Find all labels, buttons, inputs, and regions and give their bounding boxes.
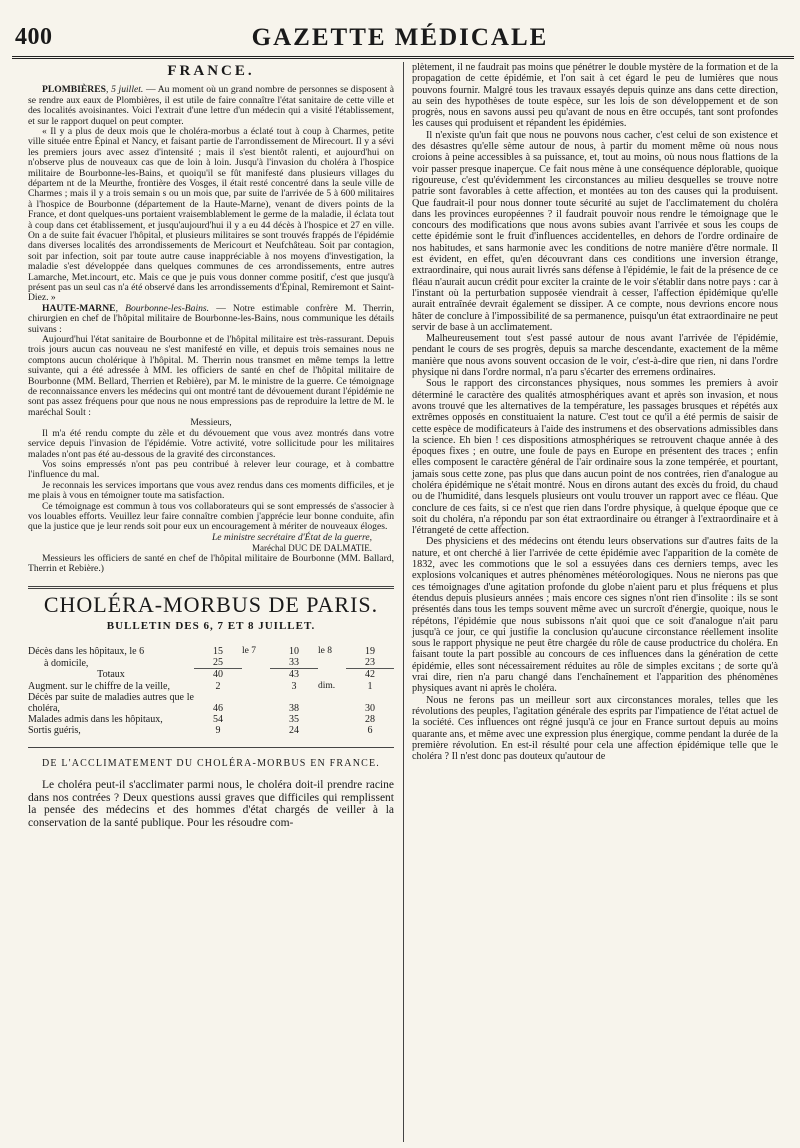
cell-value: 28 (365, 714, 375, 726)
cell-unit: dim. (318, 680, 336, 691)
cell-unit: le 8 (318, 645, 332, 656)
article-paragraph: Sous le rapport des circonstances physiques, nous sommes les premiers à avoir déterminé le caractère des qualités atmosphériques avant et après son invasion, et nous avons trouvé que les alternatives de la température, les passages brusques et répétés aux extrêmes opposés en constituaient la nature. C'est tout ce qu'il a été permis de saisir de cette espèce de modificateurs à l'aide des instrumens et des observations admissibles dans la science. Eh bien ! ces dispositions atmosphériques se retrouvent chaque année à des époques fixes ; en outre, une foule de pays en Europe en présentent des traces ; enfin elles composent le caractère général de l'air ordinaire sous la zone tempérée, et pourtant, jamais sous cette zone, pas plus que dans aucun point de nos contrées, rien d'analogue au choléra épidémique ne s'était montré. Nous en dirons autant des excès du froid, du chaud ou de l'humidité, dans lesquels plusieurs ont voulu trouver un rapport avec ce fléau. Que conclure de ces faits, si ce n'est que rien dans l'ordre physique, à quelque époque que ce soit du choléra, n'a répondu par son état extraordinaire ou étranger à l'extraordinaire et à l'étrangeté de cette affection. (412, 378, 778, 537)
right-column (412, 62, 778, 762)
article-paragraph: plètement, il ne faudrait pas moins que pénétrer le double mystère de la formation et de la propagation de cette épidémie, et l'on sait à cet égard le peu de lumières que nous pouvons fournir. Malgré tous les travaux essayés depuis quinze ans dans cette direction, au sein des hypothèses de toute espèce, sur les lois de son développement et de son progrès, nous en savons aussi peu qu'avant de nous en être occupés, tant sont profondes les causes qui produisent et répandent les épidémies. (412, 62, 778, 130)
cell-value: 43 (289, 669, 299, 681)
row-label: Décès par suite de maladies autres que le choléra, (28, 691, 194, 714)
paragraph-bourbonne: Aujourd'hui l'état sanitaire de Bourbonne et de l'hôpital militaire est très-rassurant. Depuis trois jours aucun cas nouveau ne s'est manifesté en ville, et depuis trois semaines nous ne comptons aucun cholérique à l'hôpital. M. Therrin nous transmet en même temps la lettre suivante, qui a été adressée à MM. les officiers de santé en chef de l'hôpital militaire de Bourbonne (MM. Bellard, Therrien et Rebière), par M. le ministre de la guerre. Ce témoignage de reconnaissance envers les médecins qui ont montré tant de dévouement durant l'épidémie ne sont pas assez fréquens pour que nous ne nous empressions pas de reproduire la lettre de M. le maréchal Soult : (28, 334, 394, 418)
place-name: PLOMBIÈRES (42, 84, 106, 96)
salutation: Messieurs, (190, 417, 232, 429)
signature-name: Maréchal DUC DE DALMATIE. (252, 543, 372, 554)
header-rule (12, 56, 794, 59)
article-paragraph: Nous ne ferons pas un meilleur sort aux circonstances morales, telles que les révolutions des peuples, l'agitation générale des esprits par l'impatience de l'état actuel de la société. Ces influences ont régné jusqu'à ce jour en France surtout depuis au moins quarante ans, et même avec une expression plus énergique, comme pendant la durée de la première révolution. En est-il résulté pour cela une affection épidémique telle que le choléra ? Il n'est donc pas douteux qu'autour de (412, 694, 778, 763)
table-row (28, 714, 394, 725)
table-row (28, 669, 394, 681)
paragraph-letter-quote: « Il y a plus de deux mois que le choléra-morbus a éclaté tout à coup à Charmes, petite ville située entre Épinal et Nancy, et faisant partie de l'arrondissement de Mirecourt. Il y a sévi les premiers jours avec assez d'intensité ; mais il s'est bientôt ralenti, et aujourd'hui on n'observe plus de nouveaux cas que de loin à loin. Jusqu'à l'invasion du choléra à l'hospice militaire de Bourbonne-les-Bains, et quoiqu'il se fût manifesté dans plusieurs villages du départem nt de la Meurthe, frontière des Vosges, il était resté concentré dans la seule ville de Charmes ; mais il y a trois semain s ou un mois que, par suite de l'arrivée de 5 à 600 militaires à l'hospice de Bourbonne (département de la Haute-Marne), venant de divers points de la France, et dont quelques-uns portaient vraisemblablement le germe de la maladie, il éclata tout à coup dans cet établissement, et jusqu'aujourd'hui il y a eu 44 décès à l'hospice et 27 en ville. On a de suite fait évacuer l'hôpital, et plusieurs militaires se sont trouvés frappés de l'épidémie dans diverses localités des arrondissements de Mericourt et Neufchâteau. Soit par contagion, soit par infection, soit par toute autre cause inappréciable à nos moyens d'investigation, la maladie s'est développée dans quelques communes de ces arrondissements, entre autres Lamarche, Met.incourt, etc. Mais ce que je puis vous donner comme positif, c'est que jusqu'à présent pas un seul cas n'a été observé dans les arrondissements d'Épinal, Remiremont et Saint-Diez. » (28, 125, 394, 304)
place-name: HAUTE-MARNE (42, 302, 116, 314)
cell-value: 54 (213, 714, 223, 726)
section-rule (28, 747, 394, 748)
column-divider (403, 62, 404, 1142)
cell-value: 10 (289, 645, 299, 657)
paragraph-haute-marne (28, 304, 394, 335)
letter-paragraph: Je reconnais les services importans que vous avez rendus dans ces moments difficiles, et je me plais à vous en témoigner toute ma satisfaction. (28, 479, 394, 502)
cell-value: 24 (289, 725, 299, 737)
article-paragraph: Malheureusement tout s'est passé autour de nous avant l'arrivée de l'épidémie, pendant le cours de ses progrès, depuis sa marche descendante, exactement de la même manière que nous avons souvent occasion de le voir, c'est-à-dire que rien, ni dans l'ordre physique ni dans l'ordre normal, n'a paru s'écarter des erremens ordinaires. (412, 333, 778, 379)
page-number: 400 (15, 24, 53, 50)
table-row (28, 646, 394, 657)
cell-unit: le 7 (242, 645, 256, 656)
article-paragraph: Il n'existe qu'un fait que nous ne pouvons nous cacher, c'est celui de son existence et des désastres qu'elle sème autour de nous, à partir du moment même où nous nous croions à peine accessibles à sa puissance, et, tout au moins, où nous nous flattions de la voir passer presque inaperçue. Ce fait nous mène à une conséquence déplorable, quoique rigoureuse, c'est qu'évidemment les circonstances au milieu desquelles se trouve notre patrie sont favorables à cette affection, et montées au ton des causes qui la produisent. Que faudrait-il pour nous donner toute sécurité au sujet de l'acclimatement du choléra dans les provinces européennes ? il faudrait pouvoir nous rendre le témoignage que le concours des modifications que nous avons subies avant l'arrivée et sous les coups de cette épidémie sont le fruit d'influences accidentelles, en dehors de l'ordre ordinaire de nos habitudes, et sans harmonie avec les conditions de notre manière d'être normale. Il est évident, en effet, qu'en découvrant dans ces conditions une inversion étrange, extraordinaire, qui nous aurait livrés sans défense à l'épidémie, le fait de la présence de ce fléau n'aurait aucun crédit pour exciter la crainte de le voir s'établir dans notre pays : car à l'instant où la perturbation supposée viendrait à cesser, l'affection épidémique qu'elle aurait entraînée devrait également se dissiper. A ce compte, nous devrions encore nous hâter de conclure à l'impossibilité de sa permanence, puisqu'un état extraordinaire ne peut servir de base à un acclimatement. (412, 129, 779, 333)
cell-value: 33 (270, 657, 318, 669)
address-line: Messieurs les officiers de santé en chef de l'hôpital militaire de Bourbonne (MM. Ballard, Therrin et Rebière.) (28, 552, 394, 574)
acclimatement-paragraph: Le choléra peut-il s'acclimater parmi nous, le choléra doit-il prendre racine dans nos contrées ? Deux questions aussi graves que difficiles qui remplissent la pensée des médecins et des hommes d'état chargés de veiller à la conservation de la santé publique. Pour les résoudre com- (28, 778, 394, 829)
journal-title: GAZETTE MÉDICALE (251, 24, 549, 51)
cell-value: 35 (289, 714, 299, 726)
section-title-france: FRANCE. (167, 63, 255, 79)
page-header (0, 0, 800, 58)
letter-paragraph: Ce témoignage est commun à tous vos collaborateurs qui se sont empressés de s'associer à vos louables efforts. Veuillez leur faire connaître combien j'apprécie leur bonne conduite, afin que la justice que je leur rends soit pour eux un encouragement à mériter de nouveaux éloges. (28, 500, 394, 533)
table-row (28, 657, 394, 669)
cell-value: 23 (346, 657, 394, 669)
paragraph-text: — Notre estimable confrère M. Therrin, chirurgien en chef de l'hôpital militaire de Bourbonne-les-Bains, nous communique les détails suivans : (28, 302, 394, 335)
cell-value: 1 (367, 680, 373, 692)
cell-value: 15 (213, 645, 223, 657)
left-column (28, 62, 394, 829)
cell-value: 46 (213, 703, 223, 714)
acclimatement-title: DE L'ACCLIMATEMENT DU CHOLÉRA-MORBUS EN FRANCE. (41, 757, 381, 769)
table-row (28, 681, 394, 692)
place-sub: , Bourbonne-les-Bains. (115, 302, 210, 314)
cell-value: 25 (194, 657, 242, 669)
row-label: Malades admis dans les hôpitaux, (28, 714, 163, 726)
cholera-title: CHOLÉRA-MORBUS DE PARIS. (43, 592, 379, 618)
row-label: Totaux (97, 669, 125, 681)
cell-value: 19 (365, 645, 375, 657)
table-row (28, 725, 394, 736)
signature-title: Le ministre secrétaire d'État de la guerre, (211, 531, 372, 543)
bulletin-table (28, 646, 394, 737)
cell-value: 3 (291, 680, 297, 692)
cell-value: 2 (215, 680, 221, 692)
bulletin-title: BULLETIN DES 6, 7 ET 8 JUILLET. (106, 619, 316, 632)
cell-value: 40 (213, 669, 223, 681)
row-label: Sortis guéris, (28, 725, 81, 737)
paragraph-text: — Au moment où un grand nombre de personnes se disposent à se rendre aux eaux de Plombières, il est utile de faire connaître l'état sanitaire de cette ville et des localités avoisinantes. Voici l'extrait d'une lettre d'un médecin qui a visité l'établissement, et sur le rapport duquel on peut compter. (28, 84, 394, 127)
section-rule (28, 586, 394, 589)
letter-paragraph: Il m'a été rendu compte du zèle et du dévouement que vous avez montrés dans votre service depuis l'invasion de l'épidémie. Votre activité, votre sollicitude pour les militaires malades n'ont pas été au-dessous de la gravité des circonstances. (28, 427, 394, 460)
row-label: Augment. sur le chiffre de la veille, (28, 680, 170, 692)
row-label: Décès dans les hôpitaux, le 6 (28, 645, 145, 657)
cell-value: 9 (215, 725, 221, 737)
place-date: , 5 juillet. (105, 84, 144, 96)
paragraph-plombieres (28, 85, 394, 127)
row-label: à domicile, (44, 657, 89, 669)
cell-value: 38 (289, 703, 299, 714)
letter-paragraph: Vos soins empressés n'ont pas peu contribué à relever leur courage, et à combattre l'influence du mal. (28, 458, 394, 481)
table-row (28, 692, 394, 714)
cell-value: 6 (367, 725, 373, 737)
article-paragraph: Des physiciens et des médecins ont étendu leurs observations sur d'autres faits de la nature, et ont cherché à lier l'arrivée de cette épidémie avec l'apparition de la comète de 1832, avec les commotions que le sol a essuyées dans ces derniers temps, avec les explosions volcaniques et autres phénomènes météorologiques. Nous ne nierons pas que ces témoignages d'une agitation profonde du globe n'aient paru et plus fréquens et plus étendus depuis plusieurs années ; mais encore ces signes n'ont rien d'insolite : ils se sont présentés dans tous les temps souvent même avec un surcroît d'énergie, quoique, nous le répétons, l'épidémie que nous subissons n'ait quoi que ce soit d'analogue n'ait paru jusqu'à ce jour, ce qui justifie la conclusion qu'aucune circonstance réellement insolite sous le rapport physique ne peut être chargée du rôle de cause productrice du choléra. En faisant toute la part possible au concours de ces influences dans la génération de cette épidémie, elles sont nécessairement réduites au rôle de simples excitans ; de sorte qu'à vrai dire, rien n'a paru changé dans l'enchaînement et l'apparition des phénomènes physiques avant ni après le choléra. (412, 536, 778, 695)
cell-value: 30 (365, 703, 375, 714)
cell-value: 42 (365, 669, 375, 681)
